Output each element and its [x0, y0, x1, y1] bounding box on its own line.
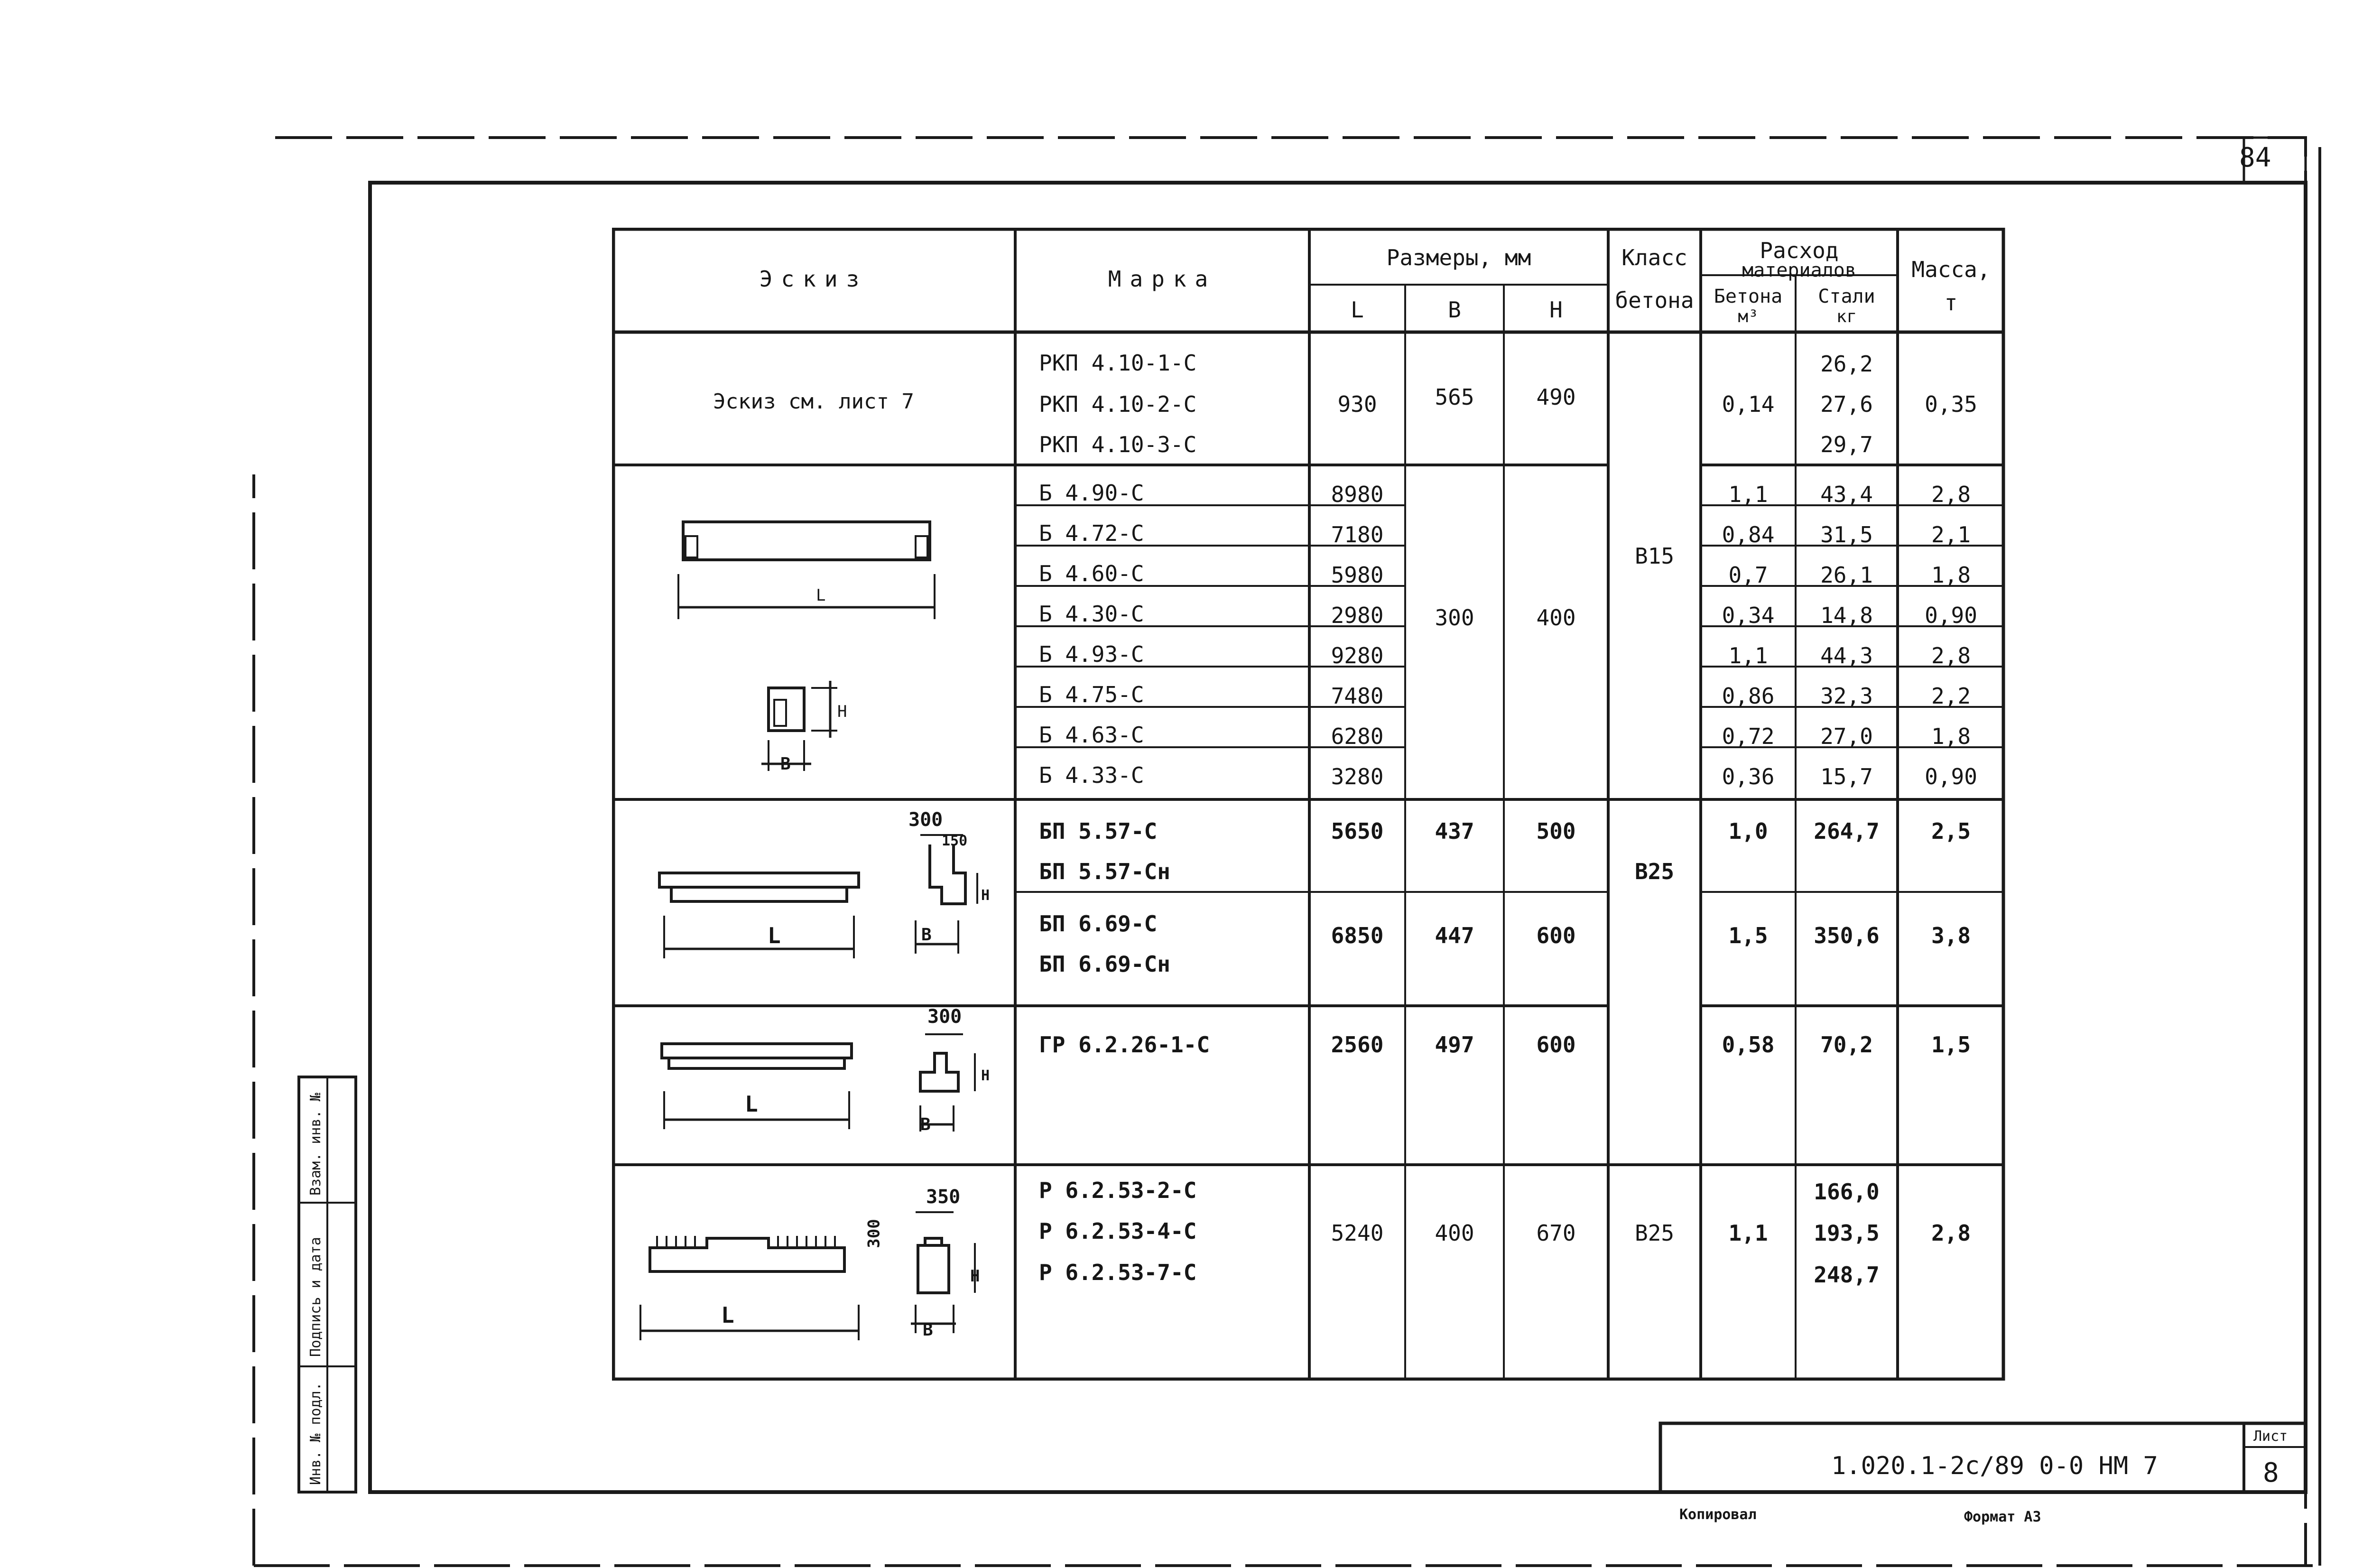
- header-dim-l: L: [1351, 297, 1364, 323]
- b-4-72-mass: 2,1: [1931, 522, 1971, 547]
- b-4-93-mass: 2,8: [1931, 643, 1971, 668]
- mark-bp-6-69-sn: БП 6.69-Сн: [1039, 951, 1170, 977]
- b-4-60-steel: 26,1: [1820, 562, 1873, 588]
- header-sketch: Эскиз: [759, 266, 868, 292]
- beam-sketch-label-l: L: [816, 586, 826, 605]
- rkp-steel-1: 26,2: [1820, 351, 1873, 377]
- paper-format: Формат А3: [1964, 1509, 2041, 1525]
- mark-b-4-60: Б 4.60-С: [1039, 561, 1144, 586]
- sheet-label: Лист: [2253, 1428, 2288, 1445]
- header-steel-1: Стали: [1818, 286, 1875, 307]
- gr-h: 600: [1536, 1032, 1576, 1058]
- side-label-inv: Инв. № подл.: [307, 1382, 324, 1485]
- header-mark: Марка: [1108, 266, 1217, 292]
- bp-5-57-steel: 264,7: [1814, 818, 1880, 844]
- mark-bp-5-57-sn: БП 5.57-Сн: [1039, 859, 1170, 884]
- b-4-30-steel: 14,8: [1820, 603, 1873, 628]
- bp-5-57-b: 437: [1435, 818, 1474, 844]
- beam-b: 300: [1435, 605, 1474, 631]
- b-4-90-steel: 43,4: [1820, 482, 1873, 507]
- mark-b-4-30: Б 4.30-С: [1039, 601, 1144, 627]
- b-4-90-concrete: 1,1: [1728, 482, 1768, 507]
- b-4-63-steel: 27,0: [1820, 724, 1873, 749]
- header-dim-b: B: [1448, 297, 1461, 323]
- rkp-steel-2: 27,6: [1820, 391, 1873, 417]
- b-4-93-steel: 44,3: [1820, 643, 1873, 668]
- beam-sketch-label-h: H: [837, 702, 847, 721]
- page-number: 84: [2239, 142, 2271, 173]
- b-4-63-concrete: 0,72: [1722, 724, 1775, 749]
- bp-6-69-concrete: 1,5: [1728, 923, 1768, 948]
- b-4-93-concrete: 1,1: [1728, 643, 1768, 668]
- side-label-signature: Подпись и дата: [307, 1237, 324, 1357]
- r-sketch: [621, 1186, 1001, 1357]
- rkp-concrete: 0,14: [1722, 391, 1775, 417]
- b-4-60-l: 5980: [1331, 562, 1384, 588]
- b-4-75-steel: 32,3: [1820, 683, 1873, 709]
- gr-l: 2560: [1331, 1032, 1384, 1058]
- b-4-93-l: 9280: [1331, 643, 1384, 668]
- rkp-steel-3: 29,7: [1820, 432, 1873, 457]
- sheet-number: 8: [2263, 1457, 2279, 1488]
- document-code: 1.020.1-2с/89 0-0 НМ 7: [1831, 1452, 2158, 1480]
- rkp-h: 490: [1536, 384, 1576, 410]
- beam-sketch-label-b: B: [780, 754, 791, 774]
- b-4-72-steel: 31,5: [1820, 522, 1873, 547]
- mark-b-4-63: Б 4.63-С: [1039, 722, 1144, 748]
- r-dim-side: 300: [864, 1219, 884, 1248]
- r-h: 670: [1536, 1220, 1576, 1246]
- r-steel-3: 248,7: [1814, 1262, 1880, 1288]
- mark-b-4-33: Б 4.33-С: [1039, 762, 1144, 788]
- header-concrete-2: м³: [1738, 307, 1759, 326]
- bp-sketch-label-h: H: [981, 887, 990, 904]
- bp-5-57-l: 5650: [1331, 818, 1384, 844]
- gr-concrete: 0,58: [1722, 1032, 1775, 1058]
- b-4-90-mass: 2,8: [1931, 482, 1971, 507]
- mark-rkp-3: РКП 4.10-3-С: [1039, 432, 1197, 457]
- bp-6-69-steel: 350,6: [1814, 923, 1880, 948]
- b-4-33-steel: 15,7: [1820, 764, 1873, 789]
- header-concrete-1: Бетона: [1714, 286, 1783, 307]
- gr-sketch-label-l: L: [745, 1091, 758, 1117]
- b-4-75-l: 7480: [1331, 683, 1384, 709]
- beam-class: В15: [1634, 543, 1675, 569]
- gr-b: 497: [1435, 1032, 1474, 1058]
- b-4-72-l: 7180: [1331, 522, 1384, 547]
- bp-dim-top: 300: [908, 809, 943, 831]
- side-label-replace: Взам. инв. №: [307, 1093, 324, 1196]
- header-steel-2: кг: [1836, 307, 1857, 326]
- b-4-30-l: 2980: [1331, 603, 1384, 628]
- mark-r-6-2-53-4: Р 6.2.53-4-С: [1039, 1218, 1197, 1244]
- bp-class: В25: [1634, 859, 1675, 884]
- mark-b-4-72: Б 4.72-С: [1039, 520, 1144, 546]
- bp-5-57-concrete: 1,0: [1728, 818, 1768, 844]
- mark-rkp-1: РКП 4.10-1-С: [1039, 350, 1197, 376]
- r-steel-2: 193,5: [1814, 1220, 1880, 1246]
- header-consumption-1: Расход: [1760, 238, 1839, 263]
- rkp-l: 930: [1337, 391, 1377, 417]
- r-class: В25: [1634, 1220, 1675, 1246]
- r-l: 5240: [1331, 1220, 1384, 1246]
- header-consumption-2: материалов: [1742, 260, 1856, 281]
- bp-sketch-label-l: L: [768, 923, 781, 948]
- rkp-mass: 0,35: [1925, 391, 1977, 417]
- r-dim-top: 350: [926, 1186, 961, 1208]
- beam-sketch: [664, 512, 958, 797]
- mark-bp-5-57: БП 5.57-С: [1039, 818, 1158, 844]
- bp-5-57-mass: 2,5: [1931, 818, 1971, 844]
- b-4-30-mass: 0,90: [1925, 603, 1977, 628]
- gr-dim-top: 300: [927, 1006, 962, 1028]
- copied-by: Копировал: [1679, 1506, 1757, 1523]
- mark-b-4-90: Б 4.90-С: [1039, 480, 1144, 506]
- gr-sketch-label-b: B: [920, 1115, 931, 1134]
- b-4-33-l: 3280: [1331, 764, 1384, 789]
- bp-6-69-b: 447: [1435, 923, 1474, 948]
- gr-mass: 1,5: [1931, 1032, 1971, 1058]
- r-b: 400: [1435, 1220, 1474, 1246]
- bp-dim-side: 150: [942, 833, 968, 849]
- mark-rkp-2: РКП 4.10-2-С: [1039, 391, 1197, 417]
- mark-b-4-93: Б 4.93-С: [1039, 641, 1144, 667]
- b-4-30-concrete: 0,34: [1722, 603, 1775, 628]
- header-dimensions: Размеры, мм: [1386, 245, 1531, 270]
- bp-5-57-h: 500: [1536, 818, 1576, 844]
- b-4-63-l: 6280: [1331, 724, 1384, 749]
- mark-r-6-2-53-7: Р 6.2.53-7-С: [1039, 1260, 1197, 1285]
- bp-sketch: [650, 807, 982, 1006]
- mark-b-4-75: Б 4.75-С: [1039, 682, 1144, 707]
- r-sketch-label-h: H: [970, 1267, 980, 1286]
- gr-steel: 70,2: [1820, 1032, 1873, 1058]
- r-sketch-label-l: L: [721, 1302, 734, 1328]
- rkp-b: 565: [1435, 384, 1474, 410]
- mark-bp-6-69: БП 6.69-С: [1039, 911, 1158, 937]
- b-4-63-mass: 1,8: [1931, 724, 1971, 749]
- bp-6-69-h: 600: [1536, 923, 1576, 948]
- bp-sketch-label-b: B: [921, 925, 932, 945]
- header-class-1: Класс: [1621, 245, 1687, 270]
- r-concrete: 1,1: [1728, 1220, 1768, 1246]
- beam-h: 400: [1536, 605, 1576, 631]
- b-4-33-concrete: 0,36: [1722, 764, 1775, 789]
- header-dim-h: H: [1549, 297, 1563, 323]
- r-mass: 2,8: [1931, 1220, 1971, 1246]
- b-4-60-mass: 1,8: [1931, 562, 1971, 588]
- gr-sketch-label-h: H: [981, 1067, 990, 1084]
- sketch-reference: Эскиз см. лист 7: [713, 390, 914, 414]
- mark-gr-6-2-26: ГР 6.2.26-1-С: [1039, 1032, 1210, 1058]
- r-sketch-label-b: B: [923, 1320, 933, 1340]
- bp-6-69-mass: 3,8: [1931, 923, 1971, 948]
- header-mass-1: Масса,: [1911, 257, 1991, 282]
- r-steel-1: 166,0: [1814, 1179, 1880, 1205]
- header-mass-2: т: [1944, 290, 1958, 315]
- b-4-72-concrete: 0,84: [1722, 522, 1775, 547]
- header-class-2: бетона: [1615, 288, 1694, 313]
- b-4-33-mass: 0,90: [1925, 764, 1977, 789]
- b-4-90-l: 8980: [1331, 482, 1384, 507]
- b-4-75-concrete: 0,86: [1722, 683, 1775, 709]
- mark-r-6-2-53-2: Р 6.2.53-2-С: [1039, 1178, 1197, 1203]
- b-4-60-concrete: 0,7: [1728, 562, 1768, 588]
- b-4-75-mass: 2,2: [1931, 683, 1971, 709]
- bp-6-69-l: 6850: [1331, 923, 1384, 948]
